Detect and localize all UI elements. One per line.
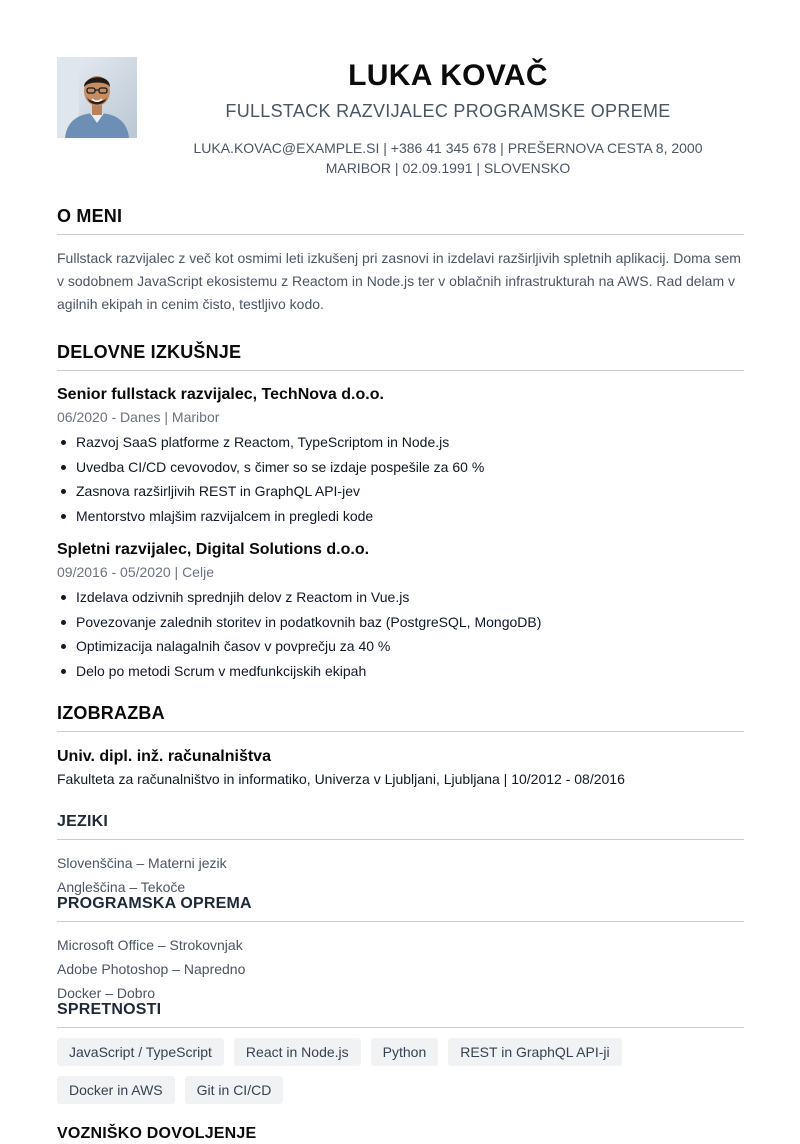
job-bullets: [57, 585, 744, 683]
software-section: [57, 893, 744, 1005]
bullet-item: Uvedba CI/CD cevovodov, s čimer so se izdaje pospešile za 60 %: [57, 455, 744, 480]
job-heading: Spletni razvijalec, Digital Solutions d.o.o.: [57, 541, 370, 558]
person-photo-icon: [57, 57, 137, 138]
profile-photo: [57, 57, 137, 138]
bullet-item: Mentorstvo mlajšim razvijalcem in pregledi kode: [57, 504, 744, 529]
section-title-software: PROGRAMSKA OPREMA: [57, 893, 744, 922]
job-heading: Senior fullstack razvijalec, TechNova d.o.o.: [57, 386, 384, 403]
experience-section: [57, 341, 744, 683]
bullet-item: Povezovanje zalednih storitev in podatkovnih baz (PostgreSQL, MongoDB): [57, 610, 744, 635]
about-text: Fullstack razvijalec z več kot osmimi leti izkušenj pri zasnovi in izdelavi razširljivih spletnih aplikacij. Doma sem v sodobnem JavaScript ekosistemu z Reactom in Node.js ter v oblačnih infrastrukturah na AWS. Rad delam v agilnih ekipah in cenim čisto, testljivo kodo.: [57, 250, 741, 312]
languages-list: [57, 851, 744, 899]
candidate-title: FULLSTACK RAZVIJALEC PROGRAMSKE OPREME: [225, 101, 671, 121]
bullet-item: Zasnova razširljivih REST in GraphQL API-jev: [57, 479, 744, 504]
section-title-driving-license: VOZNIŠKO DOVOLJENJE: [57, 1125, 257, 1142]
skill-tag: React in Node.js: [234, 1038, 361, 1066]
section-title-skills: SPRETNOSTI: [57, 999, 744, 1028]
skill-tag: JavaScript / TypeScript: [57, 1038, 224, 1066]
job-meta: 09/2016 - 05/2020 | Celje: [57, 564, 214, 580]
software-item: Adobe Photoshop – Napredno: [57, 961, 246, 977]
section-title-languages: JEZIKI: [57, 811, 744, 840]
education-meta: Fakulteta za računalništvo in informatiko, Univerza v Ljubljani, Ljubljana | 10/2012 - 08/2016: [57, 771, 625, 787]
skills-tags: [57, 1038, 744, 1104]
bullet-item: Optimizacija nalagalnih časov v povprečju za 40 %: [57, 634, 744, 659]
language-item: Angleščina – Tekoče: [57, 879, 186, 895]
education-section: [57, 702, 744, 789]
bullet-item: Delo po metodi Scrum v medfunkcijskih ekipah: [57, 659, 744, 684]
skill-tag: Python: [371, 1038, 439, 1066]
bullet-item: Razvoj SaaS platforme z Reactom, TypeScriptom in Node.js: [57, 430, 744, 455]
section-title-experience: DELOVNE IZKUŠNJE: [57, 341, 744, 371]
job-bullets: [57, 430, 744, 528]
cv-header: [150, 58, 746, 178]
software-item: Microsoft Office – Strokovnjak: [57, 937, 243, 953]
section-title-education: IZOBRAZBA: [57, 702, 744, 732]
job-entry: [57, 385, 744, 528]
languages-section: [57, 811, 744, 899]
skills-section: [57, 999, 744, 1104]
candidate-name: LUKA KOVAČ: [348, 59, 548, 92]
skill-tag: REST in GraphQL API-ji: [448, 1038, 621, 1066]
skill-tag: Docker in AWS: [57, 1076, 175, 1104]
about-section: [57, 205, 744, 316]
job-entry: [57, 540, 744, 683]
software-list: [57, 933, 744, 1005]
section-title-about: O MENI: [57, 205, 744, 235]
bullet-item: Izdelava odzivnih sprednjih delov z Reactom in Vue.js: [57, 585, 744, 610]
software-item: Docker – Dobro: [57, 985, 156, 1001]
contact-line: LUKA.KOVAC@EXAMPLE.SI | +386 41 345 678 | PREŠERNOVA CESTA 8, 2000 MARIBOR | 02.09.1991 | SLOVENSKO: [193, 140, 703, 176]
skill-tag: Git in CI/CD: [185, 1076, 284, 1104]
job-meta: 06/2020 - Danes | Maribor: [57, 409, 220, 425]
education-degree: Univ. dipl. inž. računalništva: [57, 748, 271, 765]
language-item: Slovenščina – Materni jezik: [57, 855, 227, 871]
